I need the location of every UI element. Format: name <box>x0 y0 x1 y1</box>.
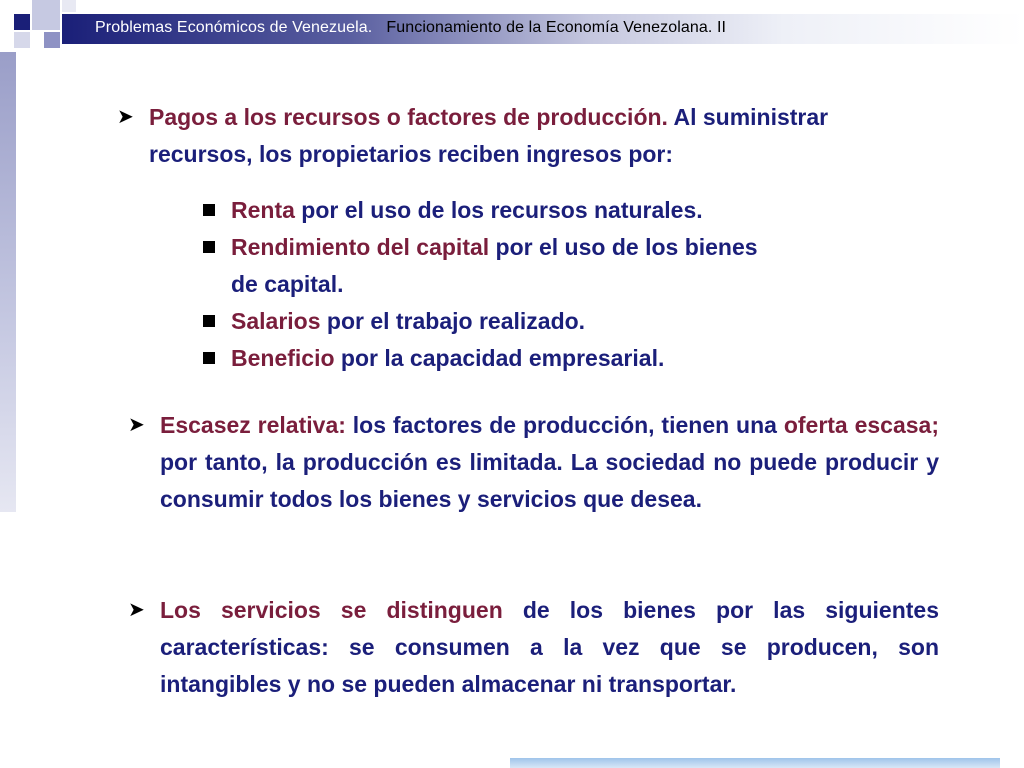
bullet-text: por el uso de los recursos naturales. <box>294 197 703 223</box>
bullet-text: por el uso de los bienes <box>489 234 758 260</box>
intro-paragraph <box>117 99 931 136</box>
square-bullet-icon <box>203 352 215 364</box>
bullet-term: Beneficio <box>231 345 335 371</box>
scarcity-text1: los factores de producción, tienen una <box>345 412 784 438</box>
bullet-term: Renta <box>231 197 295 223</box>
square-bullet-icon <box>203 315 215 327</box>
bullet-text: por el trabajo realizado. <box>320 308 586 334</box>
bullet-salarios <box>231 303 585 340</box>
scarcity-term2: oferta escasa; <box>783 412 939 438</box>
intro-rest: Al suministrar <box>667 104 829 130</box>
arrow-bullet-icon: ➤ <box>117 106 134 128</box>
square-bullet-icon <box>203 204 215 216</box>
services-text: de los bienes por las siguientes características: se consumen a la vez que se producen, son intangibles y no se pueden almacenar ni transportar. <box>160 597 939 697</box>
bottom-accent-bar <box>510 758 1000 768</box>
bullet-rendimiento-cont: de capital. <box>231 271 344 297</box>
scarcity-text2: por tanto, la producción es limitada. La sociedad no puede producir y consumir todos los bienes y servicios que desea. <box>160 449 939 512</box>
square-bullet-icon <box>203 241 215 253</box>
arrow-bullet-icon: ➤ <box>128 599 145 621</box>
intro-line2: recursos, los propietarios reciben ingresos por: <box>149 141 674 167</box>
scarcity-term: Escasez relativa: <box>160 412 346 438</box>
bullet-term: Salarios <box>231 308 321 334</box>
header-subtitle: Funcionamiento de la Economía Venezolana. II <box>386 19 727 36</box>
bullet-rendimiento <box>231 229 758 266</box>
scarcity-paragraph <box>128 407 939 518</box>
bullet-text: por la capacidad empresarial. <box>334 345 665 371</box>
bullet-term: Rendimiento del capital <box>231 234 490 260</box>
services-paragraph <box>128 592 939 703</box>
bullet-renta <box>231 192 703 229</box>
services-term: Los servicios se distinguen <box>160 597 503 623</box>
intro-lead: Pagos a los recursos o factores de producción. <box>149 104 668 130</box>
bullet-beneficio <box>231 340 664 377</box>
header-title: Problemas Económicos de Venezuela. <box>95 19 373 36</box>
arrow-bullet-icon: ➤ <box>128 414 145 436</box>
